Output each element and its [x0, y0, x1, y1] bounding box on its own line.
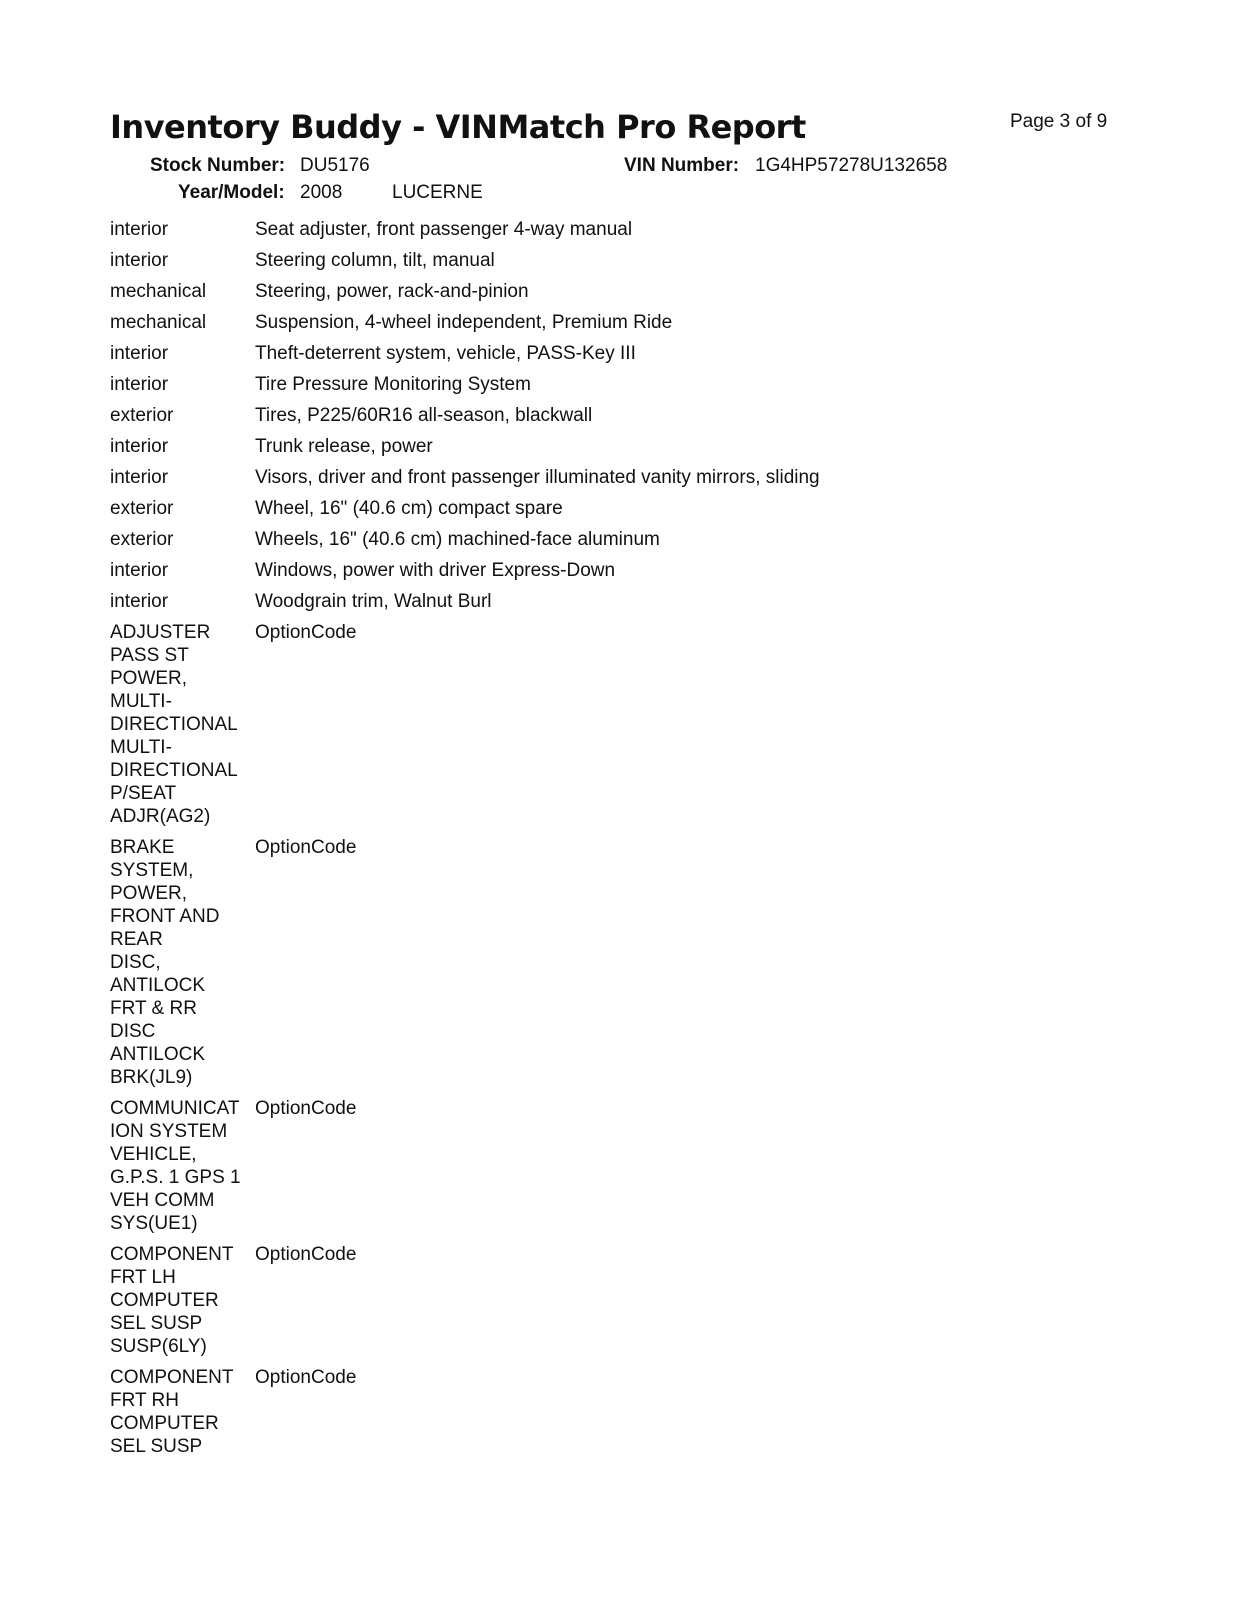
option-row	[110, 1366, 1110, 1458]
year-model-label: Year/Model:	[178, 182, 285, 203]
feature-category: interior	[110, 560, 169, 581]
feature-row	[110, 404, 1110, 435]
option-name-line: VEHICLE,	[110, 1144, 197, 1165]
feature-description: Visors, driver and front passenger illuminated vanity mirrors, sliding	[255, 467, 820, 488]
feature-description: Wheel, 16" (40.6 cm) compact spare	[255, 498, 563, 519]
option-name-line: FRT LH	[110, 1267, 176, 1288]
option-name	[110, 1366, 255, 1458]
option-name	[110, 1097, 255, 1235]
feature-category: interior	[110, 436, 169, 457]
feature-row	[110, 249, 1110, 280]
feature-row	[110, 559, 1110, 590]
page-number: Page 3 of 9	[1010, 111, 1108, 132]
vin-number-label: VIN Number:	[624, 155, 740, 176]
feature-description: Steering, power, rack-and-pinion	[255, 281, 529, 302]
option-name-line: P/SEAT	[110, 783, 177, 804]
option-row	[110, 836, 1110, 1089]
option-name-line: ANTILOCK	[110, 1044, 206, 1065]
option-name-line: DIRECTIONAL	[110, 714, 238, 735]
option-name-line: SYS(UE1)	[110, 1213, 198, 1234]
feature-row	[110, 497, 1110, 528]
feature-category: interior	[110, 219, 169, 240]
feature-category: interior	[110, 343, 169, 364]
option-name-line: COMMUNICAT	[110, 1098, 240, 1119]
option-name-line: SYSTEM,	[110, 860, 194, 881]
option-name-line: ION SYSTEM	[110, 1121, 228, 1142]
option-name-line: POWER,	[110, 668, 188, 689]
option-name-line: PASS ST	[110, 645, 189, 666]
option-name-line: FRONT AND	[110, 906, 220, 927]
option-row	[110, 1243, 1110, 1358]
option-name-line: ADJUSTER	[110, 622, 211, 643]
feature-category: exterior	[110, 405, 174, 426]
option-code-label: OptionCode	[255, 1098, 357, 1119]
option-name-line: ADJR(AG2)	[110, 806, 211, 827]
feature-description: Woodgrain trim, Walnut Burl	[255, 591, 492, 612]
option-name-line: MULTI-	[110, 737, 172, 758]
stock-number-label: Stock Number:	[150, 155, 286, 176]
option-name-line: DISC	[110, 1021, 156, 1042]
feature-description: Tires, P225/60R16 all-season, blackwall	[255, 405, 593, 426]
feature-row	[110, 373, 1110, 404]
feature-category: exterior	[110, 498, 174, 519]
feature-description: Seat adjuster, front passenger 4-way manual	[255, 219, 633, 240]
feature-description: Steering column, tilt, manual	[255, 250, 495, 271]
option-name-line: G.P.S. 1 GPS 1	[110, 1167, 241, 1188]
feature-category: interior	[110, 467, 169, 488]
feature-row	[110, 528, 1110, 559]
option-name-line: ANTILOCK	[110, 975, 206, 996]
option-row	[110, 621, 1110, 828]
feature-category: interior	[110, 591, 169, 612]
year-value: 2008	[300, 182, 343, 203]
option-name-line: MULTI-	[110, 691, 172, 712]
feature-row	[110, 280, 1110, 311]
feature-description: Suspension, 4-wheel independent, Premium Ride	[255, 312, 673, 333]
report-title: Inventory Buddy - VINMatch Pro Report	[110, 108, 806, 146]
option-name	[110, 621, 255, 828]
feature-category: interior	[110, 374, 169, 395]
feature-description: Theft-deterrent system, vehicle, PASS-Key III	[255, 343, 636, 364]
option-name-line: VEH COMM	[110, 1190, 215, 1211]
option-code-label: OptionCode	[255, 1244, 357, 1265]
feature-category: mechanical	[110, 312, 207, 333]
option-name-line: DIRECTIONAL	[110, 760, 238, 781]
feature-description: Trunk release, power	[255, 436, 433, 457]
option-name-line: BRK(JL9)	[110, 1067, 193, 1088]
option-name-line: SUSP(6LY)	[110, 1336, 207, 1357]
option-name-line: COMPONENT	[110, 1367, 234, 1388]
feature-row	[110, 342, 1110, 373]
option-name-line: COMPUTER	[110, 1413, 219, 1434]
feature-description: Tire Pressure Monitoring System	[255, 374, 531, 395]
option-name-line: BRAKE	[110, 837, 175, 858]
equipment-list	[110, 218, 1110, 1466]
option-name-line: FRT RH	[110, 1390, 179, 1411]
vin-number-value: 1G4HP57278U132658	[755, 155, 948, 176]
option-name-line: REAR	[110, 929, 163, 950]
option-row	[110, 1097, 1110, 1235]
feature-row	[110, 218, 1110, 249]
feature-description: Windows, power with driver Express-Down	[255, 560, 616, 581]
option-name-line: POWER,	[110, 883, 188, 904]
feature-row	[110, 311, 1110, 342]
feature-row	[110, 435, 1110, 466]
option-name-line: FRT & RR	[110, 998, 197, 1019]
feature-description: Wheels, 16" (40.6 cm) machined-face aluminum	[255, 529, 660, 550]
option-code-label: OptionCode	[255, 1367, 357, 1388]
feature-category: exterior	[110, 529, 174, 550]
feature-category: interior	[110, 250, 169, 271]
feature-row	[110, 466, 1110, 497]
option-name-line: SEL SUSP	[110, 1313, 203, 1334]
option-name	[110, 836, 255, 1089]
feature-row	[110, 590, 1110, 621]
option-code-label: OptionCode	[255, 622, 357, 643]
option-name-line: COMPUTER	[110, 1290, 219, 1311]
model-value: LUCERNE	[392, 182, 483, 203]
option-code-label: OptionCode	[255, 837, 357, 858]
option-name-line: DISC,	[110, 952, 161, 973]
option-name	[110, 1243, 255, 1358]
option-name-line: SEL SUSP	[110, 1436, 203, 1457]
option-name-line: COMPONENT	[110, 1244, 234, 1265]
feature-category: mechanical	[110, 281, 207, 302]
stock-number-value: DU5176	[300, 155, 370, 176]
